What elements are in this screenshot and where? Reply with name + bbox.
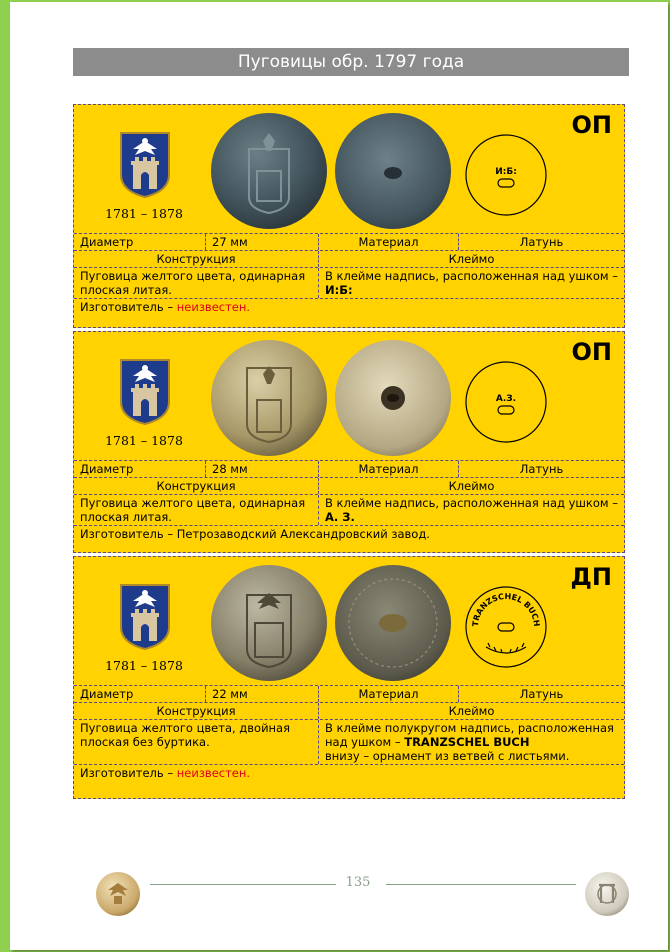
stamp-label-header: Клеймо <box>318 478 624 494</box>
stamp-drawing <box>464 360 548 444</box>
button-code: ОП <box>571 111 612 139</box>
diameter-value: 22 мм <box>205 686 318 702</box>
maker-info: Изготовитель – неизвестен. <box>80 766 251 780</box>
specs-table <box>74 233 624 315</box>
photo-row <box>74 105 624 233</box>
coin-back-image <box>333 338 453 458</box>
years: 1781 – 1878 <box>105 658 183 673</box>
maker-row <box>74 525 624 542</box>
maker-value: неизвестен. <box>176 766 251 780</box>
description-row <box>74 719 624 764</box>
coin-front-image <box>209 563 329 683</box>
crest-icon <box>119 131 171 199</box>
material-label: Материал <box>318 461 458 477</box>
specs-table <box>74 685 624 781</box>
material-label: Материал <box>318 686 458 702</box>
stamp-mark: TRANZSCHEL BUCH <box>404 735 530 749</box>
stamp-description: В клейме надпись, расположенная над ушком – И:Б: <box>318 268 624 298</box>
construction-text: Пуговица желтого цвета, одинарная плоская литая. <box>80 496 306 524</box>
button-code: ДП <box>570 563 612 591</box>
stamp-extra: внизу – орнамент из ветвей с листьями. <box>325 749 570 763</box>
coin-back-image <box>333 563 453 683</box>
maker-info: Изготовитель – неизвестен. <box>80 300 251 314</box>
footer-line-left <box>150 884 336 885</box>
photo-row <box>74 557 624 685</box>
page-number: 135 <box>345 875 371 890</box>
button-card-2 <box>73 331 625 553</box>
years: 1781 – 1878 <box>105 433 183 448</box>
stamp-description: В клейме полукругом надпись, расположенная над ушком – TRANZSCHEL BUCH внизу – орнамент из ветвей с листьями. <box>318 720 624 764</box>
construction-text: Пуговица желтого цвета, одинарная плоская литая. <box>80 269 306 297</box>
maker-value: Петрозаводский Александровский завод. <box>176 527 430 541</box>
stamp-drawing <box>464 585 548 669</box>
diameter-label: Диаметр <box>80 687 134 701</box>
specs-table <box>74 460 624 542</box>
construction-text: Пуговица желтого цвета, двойная плоская без буртика. <box>80 721 291 749</box>
header-row <box>74 702 624 719</box>
maker-value: неизвестен. <box>176 300 251 314</box>
construction-label: Конструкция <box>156 252 236 266</box>
diameter-value: 27 мм <box>205 234 318 250</box>
description-row <box>74 494 624 525</box>
spec-row <box>74 233 624 250</box>
diameter-value: 28 мм <box>205 461 318 477</box>
coin-front-image <box>209 111 329 231</box>
material-value: Латунь <box>458 461 624 477</box>
stamp-drawing <box>464 133 548 217</box>
coin-front-image <box>209 338 329 458</box>
diameter-label: Диаметр <box>80 462 134 476</box>
stamp-mark: И:Б: <box>325 283 353 297</box>
button-code: ОП <box>571 338 612 366</box>
material-value: Латунь <box>458 234 624 250</box>
description-row <box>74 267 624 298</box>
page-title: Пуговицы обр. 1797 года <box>73 48 629 76</box>
years: 1781 – 1878 <box>105 206 183 221</box>
maker-row <box>74 764 624 781</box>
spec-row <box>74 460 624 477</box>
material-value: Латунь <box>458 686 624 702</box>
construction-label: Конструкция <box>156 704 236 718</box>
stamp-label: А.З. <box>495 394 517 404</box>
diameter-label: Диаметр <box>80 235 134 249</box>
footer-line-right <box>386 884 576 885</box>
stamp-label-header: Клеймо <box>318 703 624 719</box>
stamp-label: И:Б: <box>495 167 517 177</box>
photo-row <box>74 332 624 460</box>
spec-row <box>74 685 624 702</box>
construction-label: Конструкция <box>156 479 236 493</box>
material-label: Материал <box>318 234 458 250</box>
header-row <box>74 250 624 267</box>
eagle-medal-icon <box>95 871 141 917</box>
button-card-1 <box>73 104 625 328</box>
stamp-arc-label: TRANZSCHEL BUCH <box>470 591 542 627</box>
stamp-description: В клейме надпись, расположенная над ушком – А. З. <box>318 495 624 525</box>
stamp-mark: А. З. <box>325 510 355 524</box>
coin-back-image <box>333 111 453 231</box>
maker-info: Изготовитель – Петрозаводский Александровский завод. <box>80 527 430 541</box>
maker-row <box>74 298 624 315</box>
monogram-medal-icon <box>584 871 630 917</box>
header-row <box>74 477 624 494</box>
stamp-label-header: Клеймо <box>318 251 624 267</box>
crest-icon <box>119 358 171 426</box>
crest-icon <box>119 583 171 651</box>
button-card-3 <box>73 556 625 799</box>
